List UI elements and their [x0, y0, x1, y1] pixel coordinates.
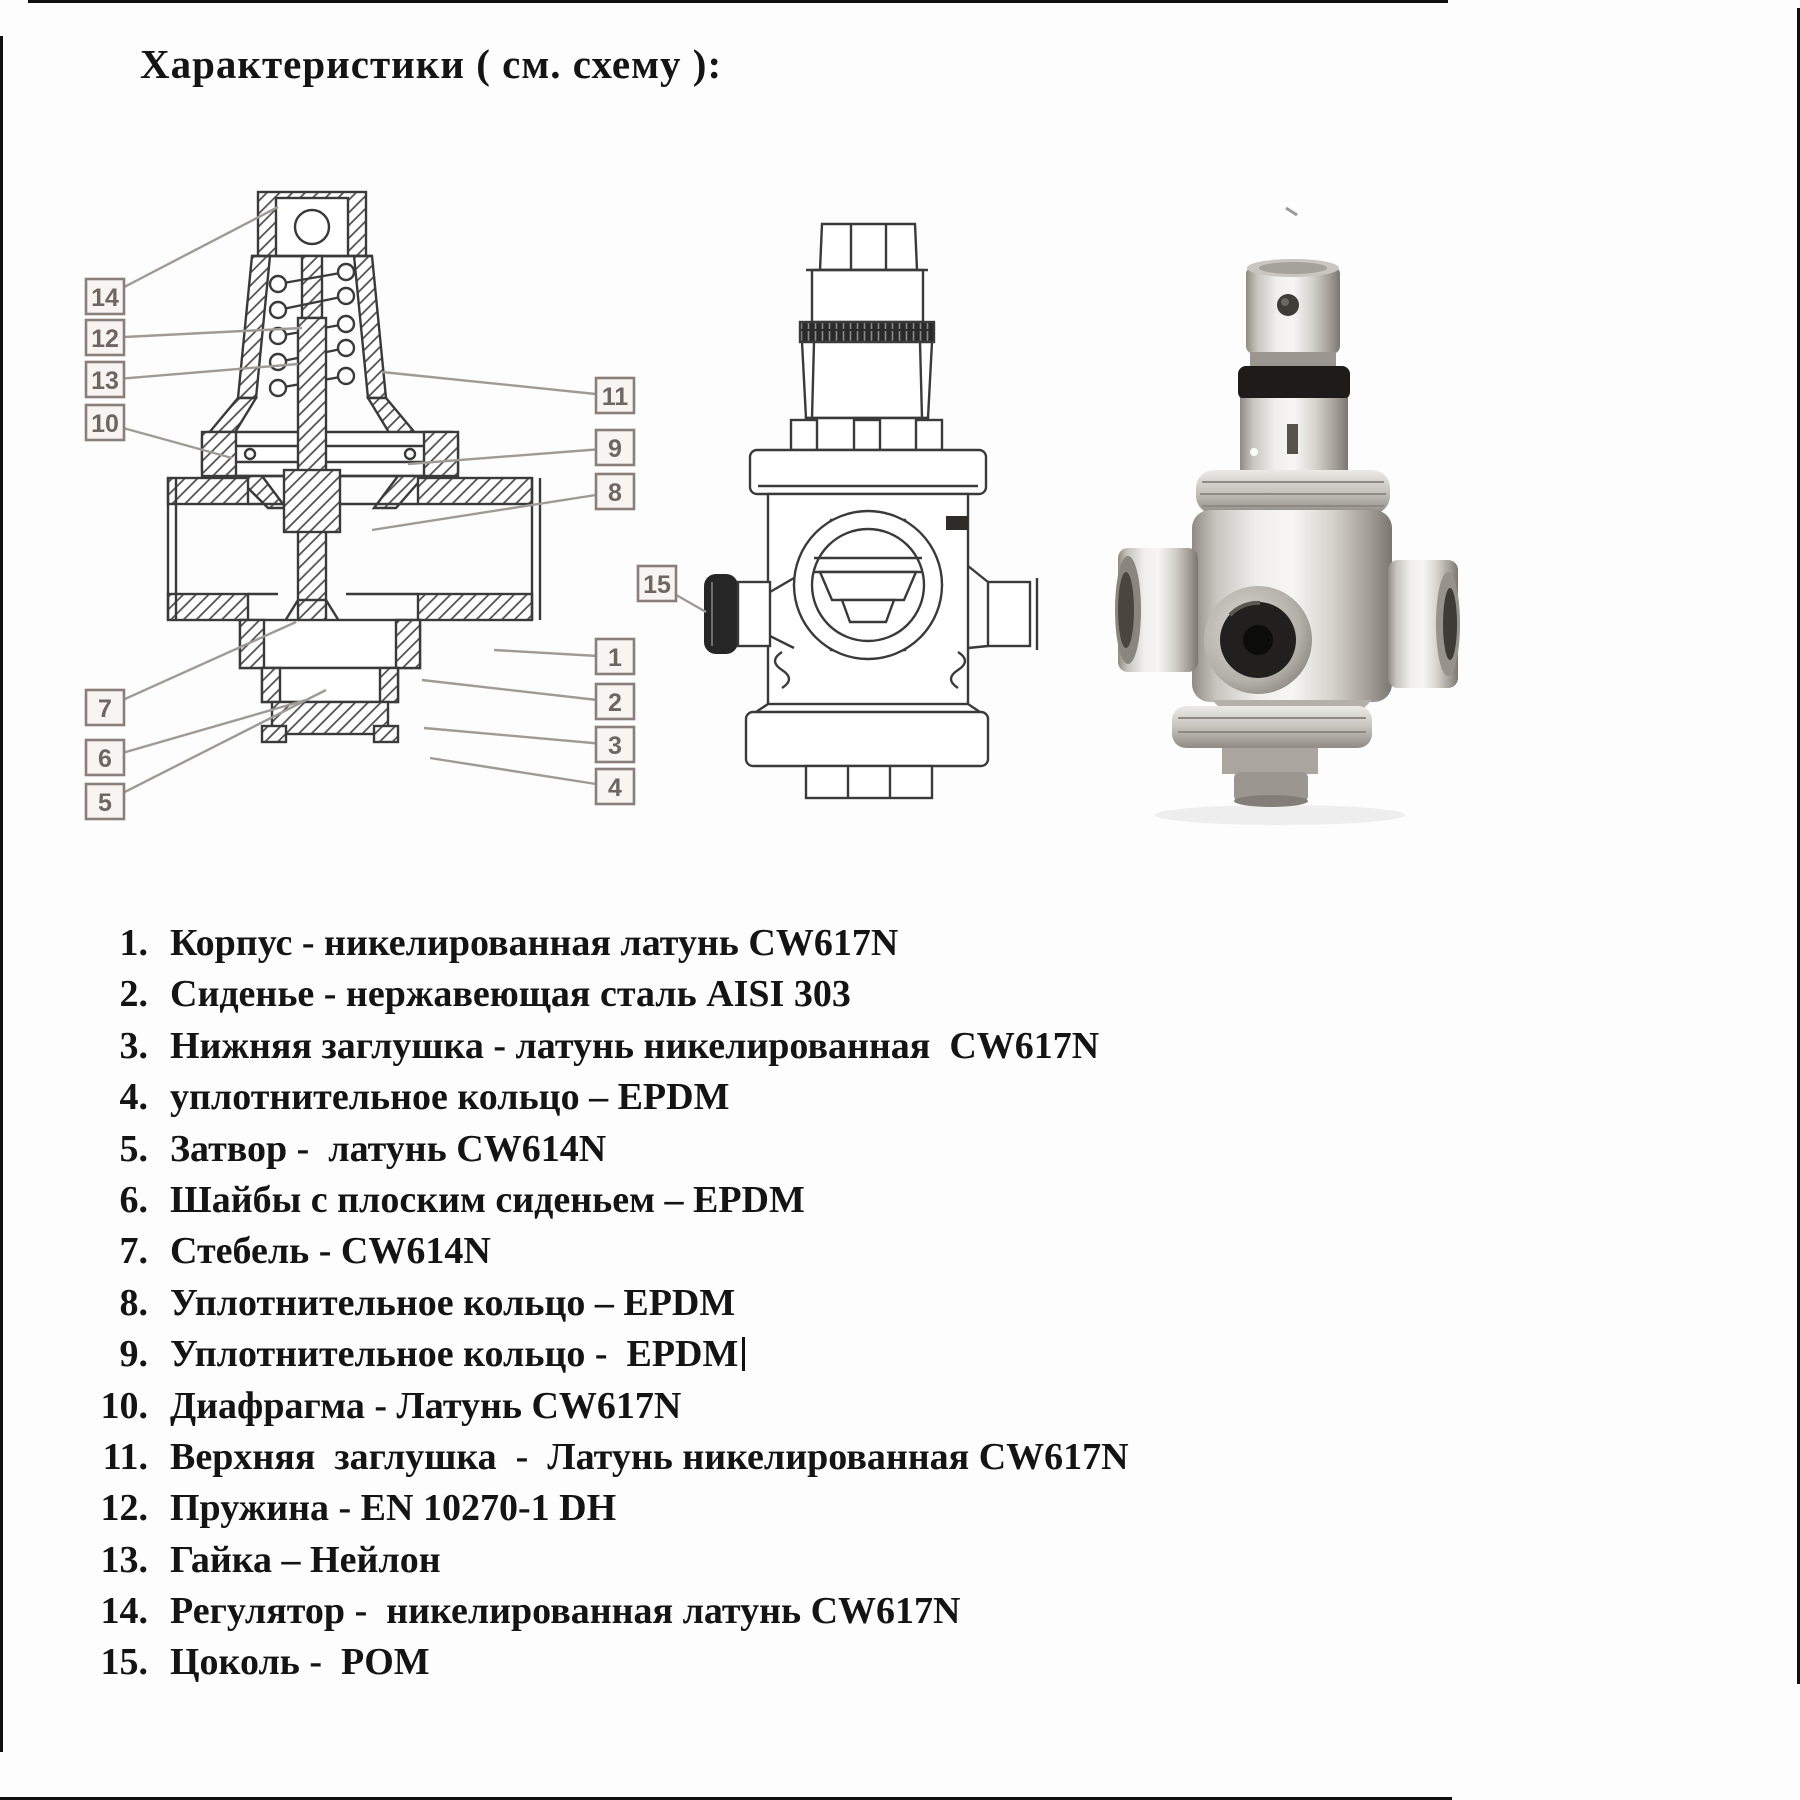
part-description: Стебель - CW614N: [170, 1230, 491, 1273]
part-description: Цоколь - POM: [170, 1641, 430, 1684]
photo-ribbed-shoulder: [1196, 470, 1390, 514]
hex-adjuster-nut: [820, 224, 917, 270]
part-description: Корпус - никелированная латунь CW617N: [170, 922, 899, 964]
part-list-item-5: [92, 1124, 1592, 1175]
part-description: Затвор - латунь CW614N: [170, 1127, 607, 1170]
regulator-knob: [258, 192, 366, 256]
outline-right-port: [968, 566, 1037, 650]
part-number: 9.: [119, 1333, 148, 1376]
callout-number-6: 6: [98, 745, 112, 773]
photo-center-plug: [1204, 586, 1312, 694]
callout-number-15: 15: [643, 571, 671, 599]
outlet-port: [340, 478, 540, 620]
part-description: Верхняя заглушка - Латунь никелированная CW617N: [170, 1435, 1129, 1478]
callout-number-7: 7: [98, 695, 112, 723]
part-list-item-8: [92, 1278, 1592, 1329]
part-description: Уплотнительное кольцо – EPDM: [170, 1281, 736, 1324]
part-number: 6.: [119, 1178, 148, 1221]
part-list-item-4: [92, 1072, 1592, 1123]
part-description: уплотнительное кольцо – EPDM: [170, 1076, 730, 1119]
callout-leader-line-5: [105, 690, 326, 802]
callout-leader-line-11: [382, 372, 615, 396]
part-description: Диафрагма - Латунь CW617N: [170, 1384, 682, 1427]
part-number: 4.: [119, 1076, 148, 1119]
callout-number-5: 5: [98, 789, 112, 817]
callout-leader-line-3: [424, 728, 615, 745]
photo-bottom-plug: [1234, 772, 1308, 807]
part-description: Сиденье - нержавеющая сталь AISI 303: [170, 973, 851, 1016]
photo-bottom-ring: [1172, 706, 1372, 748]
part-number: 13.: [100, 1538, 148, 1581]
photo-adjuster-cap: [1246, 259, 1340, 354]
callout-number-3: 3: [608, 732, 622, 760]
part-number: 11.: [102, 1435, 148, 1478]
part-list-item-6: [92, 1175, 1592, 1226]
part-description: Шайбы с плоским сиденьем – EPDM: [170, 1178, 805, 1221]
part-number: 3.: [119, 1024, 148, 1067]
part-description: Нижняя заглушка - латунь никелированная CW617N: [170, 1024, 1100, 1067]
part-number: 2.: [119, 973, 148, 1016]
part-list-item-3: [92, 1021, 1592, 1072]
part-description: Уплотнительное кольцо - EPDM: [170, 1333, 739, 1376]
callout-number-4: 4: [608, 774, 622, 802]
bonnet: [802, 342, 932, 418]
parts-list: [92, 918, 1592, 1689]
valve-cross-section-diagram: [168, 192, 540, 742]
valve-product-photo: [1115, 208, 1460, 825]
callout-number-11: 11: [601, 383, 629, 411]
callout-number-14: 14: [91, 284, 119, 312]
part-list-item-7: [92, 1226, 1592, 1277]
flange-slab: [750, 450, 986, 494]
callout-leader-line-2: [422, 680, 615, 702]
callout-leader-line-13: [105, 364, 298, 380]
part-list-item-15: [92, 1637, 1592, 1688]
part-number: 7.: [119, 1230, 148, 1273]
center-boss: [794, 511, 942, 659]
callout-number-13: 13: [91, 367, 119, 395]
part-number: 10.: [100, 1384, 148, 1427]
page-title: Характеристики ( см. схему ):: [140, 41, 723, 87]
part-description: Пружина - EN 10270-1 DH: [170, 1487, 617, 1530]
bottom-cap: [240, 620, 420, 742]
photo-right-port: [1388, 560, 1460, 688]
part-list-item-1: [92, 918, 1592, 969]
part-list-item-14: [92, 1586, 1592, 1637]
part-list-item-2: [92, 969, 1592, 1020]
part-list-item-13: [92, 1535, 1592, 1586]
callout-number-10: 10: [91, 410, 119, 438]
part-number: 14.: [100, 1590, 148, 1633]
photo-black-oring: [1238, 366, 1350, 400]
bottom-plug-outline: [806, 766, 932, 798]
part-list-item-12: [92, 1483, 1592, 1534]
valve-outline-drawing: [704, 224, 1037, 798]
callout-leader-line-4: [430, 758, 615, 787]
part-description: Гайка – Нейлон: [170, 1538, 441, 1581]
photo-left-port: [1115, 548, 1198, 672]
part-number: 15.: [100, 1641, 148, 1684]
callout-number-12: 12: [91, 325, 119, 353]
part-number: 12.: [100, 1487, 148, 1530]
part-description: Регулятор - никелированная латунь CW617N: [170, 1590, 961, 1633]
callout-number-8: 8: [608, 479, 622, 507]
part-list-item-9: [92, 1329, 1592, 1380]
callout-number-1: 1: [608, 644, 622, 672]
callout-number-9: 9: [608, 435, 622, 463]
part-number: 1.: [119, 922, 148, 964]
callout-number-2: 2: [608, 689, 622, 717]
knurled-ring: [800, 322, 934, 342]
part-list-item-11: [92, 1432, 1592, 1483]
bottom-slab: [746, 712, 988, 766]
text-cursor: [742, 1337, 745, 1371]
brand-mark: [946, 516, 968, 530]
part-list-item-10: [92, 1381, 1592, 1432]
part-number: 8.: [119, 1281, 148, 1324]
part-number: 5.: [119, 1127, 148, 1170]
